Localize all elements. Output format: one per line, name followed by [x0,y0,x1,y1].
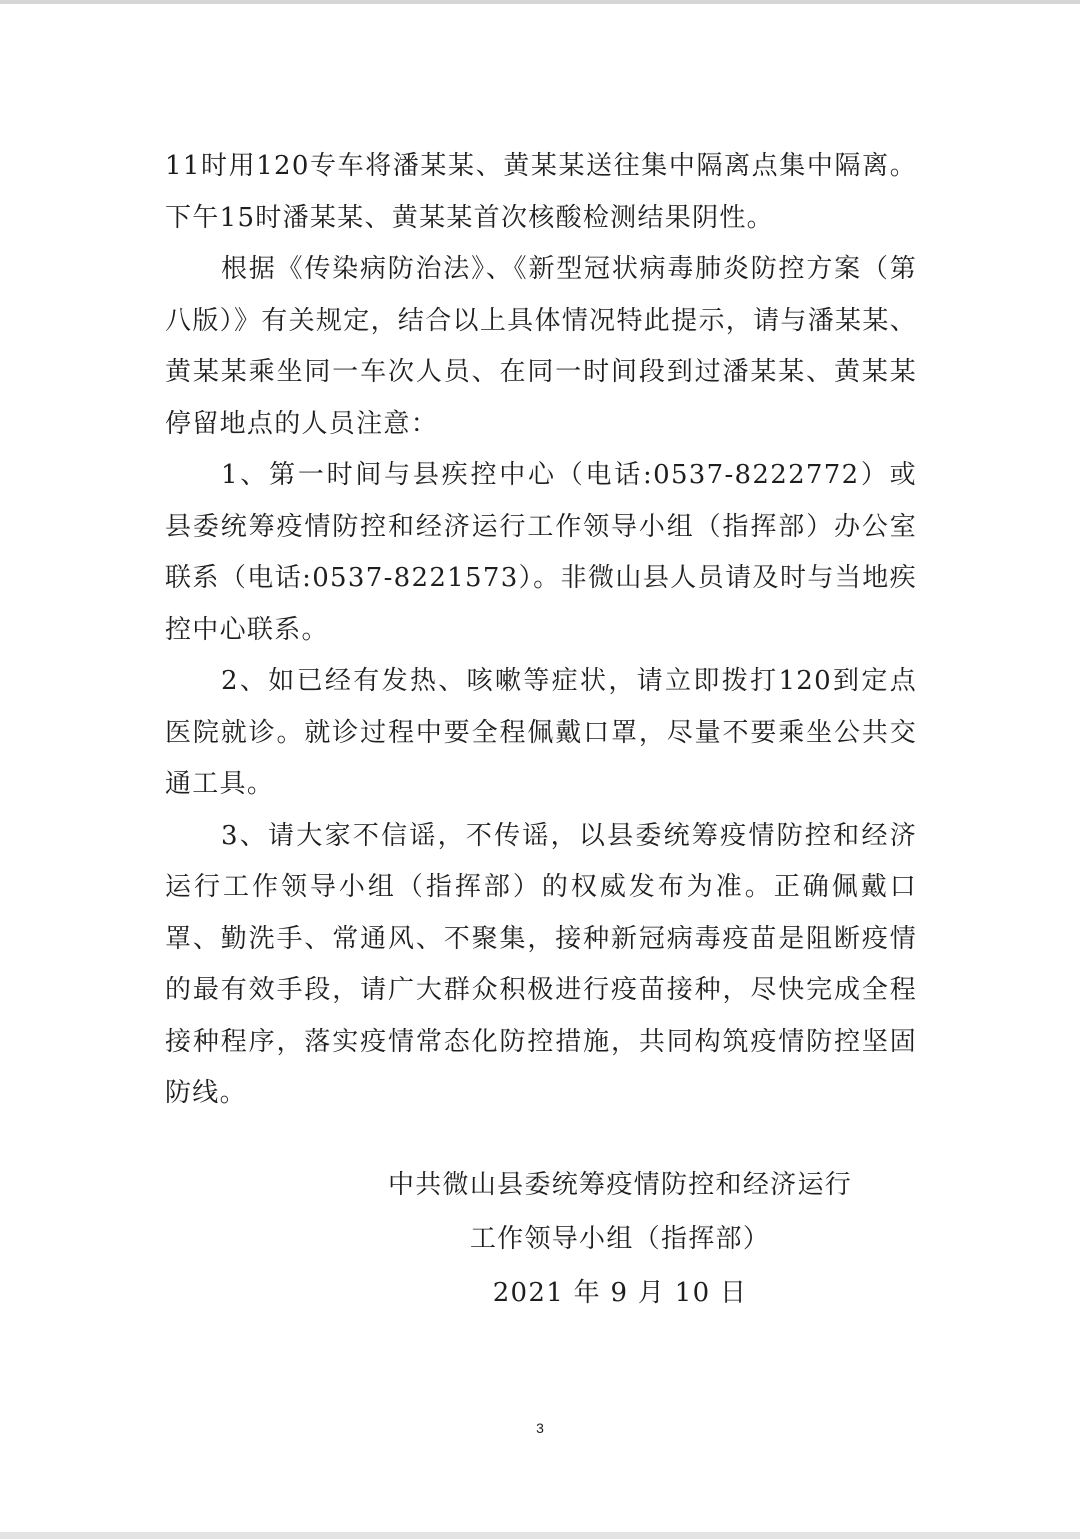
signature-org-line1: 中共微山县委统筹疫情防控和经济运行 [387,1170,853,1200]
paragraph-quarantine-report: 11时用120专车将潘某某、黄某某送往集中隔离点集中隔离。下午15时潘某某、黄某某首次核酸检测结果阴性。 [165,151,917,233]
signature-date: 2021 年 9 月 10 日 [492,1278,748,1308]
paragraph-legal-basis: 根据《传染病防治法》、《新型冠状病毒肺炎防控方案（第八版）》有关规定，结合以上具体情况特此提示，请与潘某某、黄某某乘坐同一车次人员、在同一时间段到过潘某某、黄某某停留地点的人员注意： [165,254,917,439]
signature-block [340,1158,900,1320]
signature-org-line2: 工作领导小组（指挥部） [469,1224,771,1254]
paragraph-item-3-rumors: 3、请大家不信谣，不传谣，以县委统筹疫情防控和经济运行工作领导小组（指挥部）的权威发布为准。正确佩戴口罩、勤洗手、常通风、不聚集，接种新冠病毒疫苗是阻断疫情的最有效手段，请广大群众积极进行疫苗接种，尽快完成全程接种程序，落实疫情常态化防控措施，共同构筑疫情防控坚固防线。 [165,820,917,1108]
top-border [0,0,1080,4]
page-number: 3 [536,1420,544,1436]
document-body [165,141,917,1120]
bottom-border [0,1532,1080,1539]
paragraph-item-1-contact: 1、第一时间与县疾控中心（电话:0537-8222772）或县委统筹疫情防控和经济运行工作领导小组（指挥部）办公室联系（电话:0537-8221573）。非微山县人员请及时与当地疾控中心联系。 [165,460,917,645]
paragraph-item-2-symptoms: 2、如已经有发热、咳嗽等症状，请立即拨打120到定点医院就诊。就诊过程中要全程佩戴口罩，尽量不要乘坐公共交通工具。 [165,666,917,799]
